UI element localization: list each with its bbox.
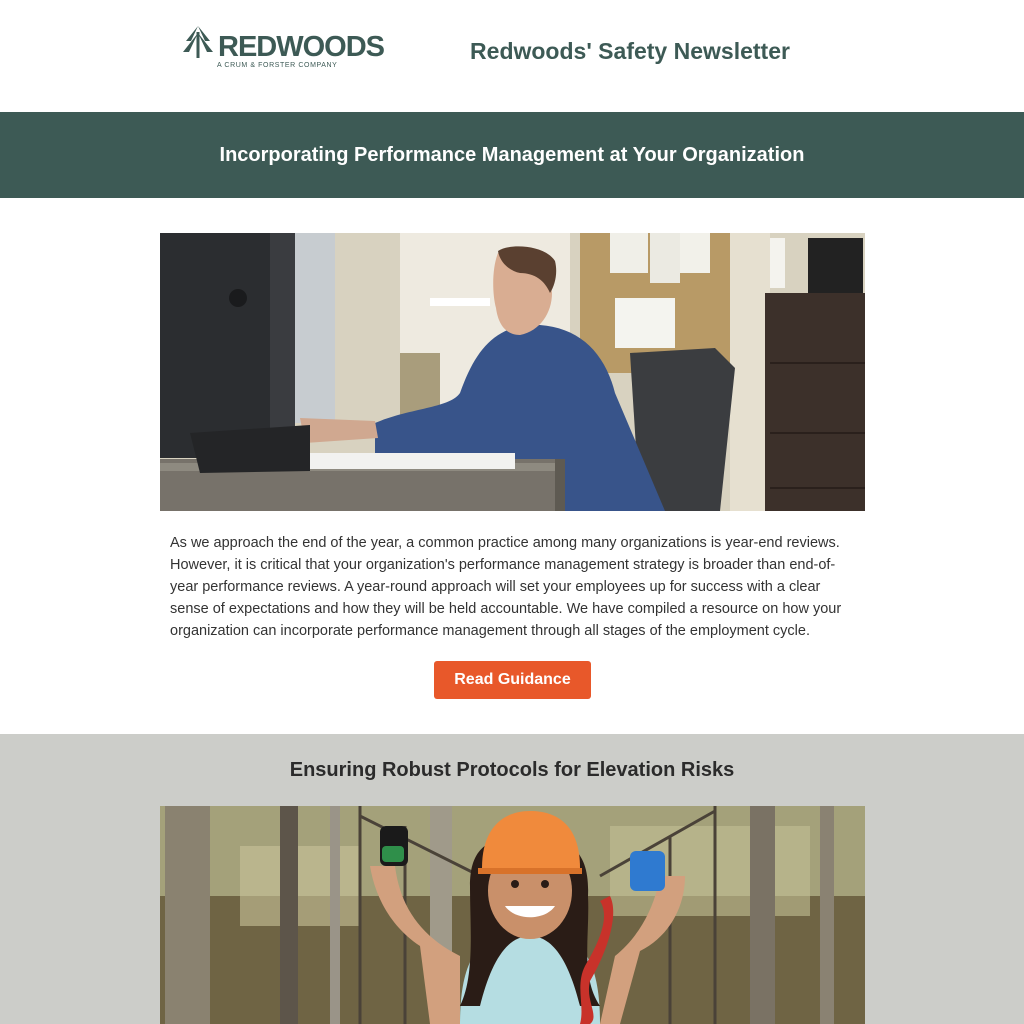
- article-title-banner: [0, 112, 1024, 198]
- newsletter-header: [0, 0, 1024, 112]
- read-guidance-button[interactable]: Read Guidance: [434, 661, 591, 699]
- logo-tagline: A CRUM & FORSTER COMPANY: [217, 62, 338, 69]
- tree-icon: [180, 24, 216, 60]
- article-title: Incorporating Performance Management at Your Organization: [219, 143, 805, 166]
- office-worker-photo: [160, 233, 865, 511]
- article-section: [0, 198, 1024, 734]
- ropes-course-photo: [160, 806, 865, 1024]
- logo-wordmark: REDWOODS: [218, 31, 384, 63]
- second-article-title: Ensuring Robust Protocols for Elevation Risks: [289, 759, 735, 781]
- article-body: As we approach the end of the year, a common practice among many organizations is year-end reviews. However, it is critical that your organization's performance management strategy is broader than end-of-year performance reviews. A year-round approach will set your employees up for success with a clear sense of expectations and how they will be held accountable. We have compiled a resource on how your organization can incorporate performance management through all stages of the employment cycle.: [170, 535, 842, 639]
- newsletter-title: Redwoods' Safety Newsletter: [470, 38, 790, 64]
- second-article-section: [0, 734, 1024, 1024]
- redwoods-logo[interactable]: [180, 24, 384, 74]
